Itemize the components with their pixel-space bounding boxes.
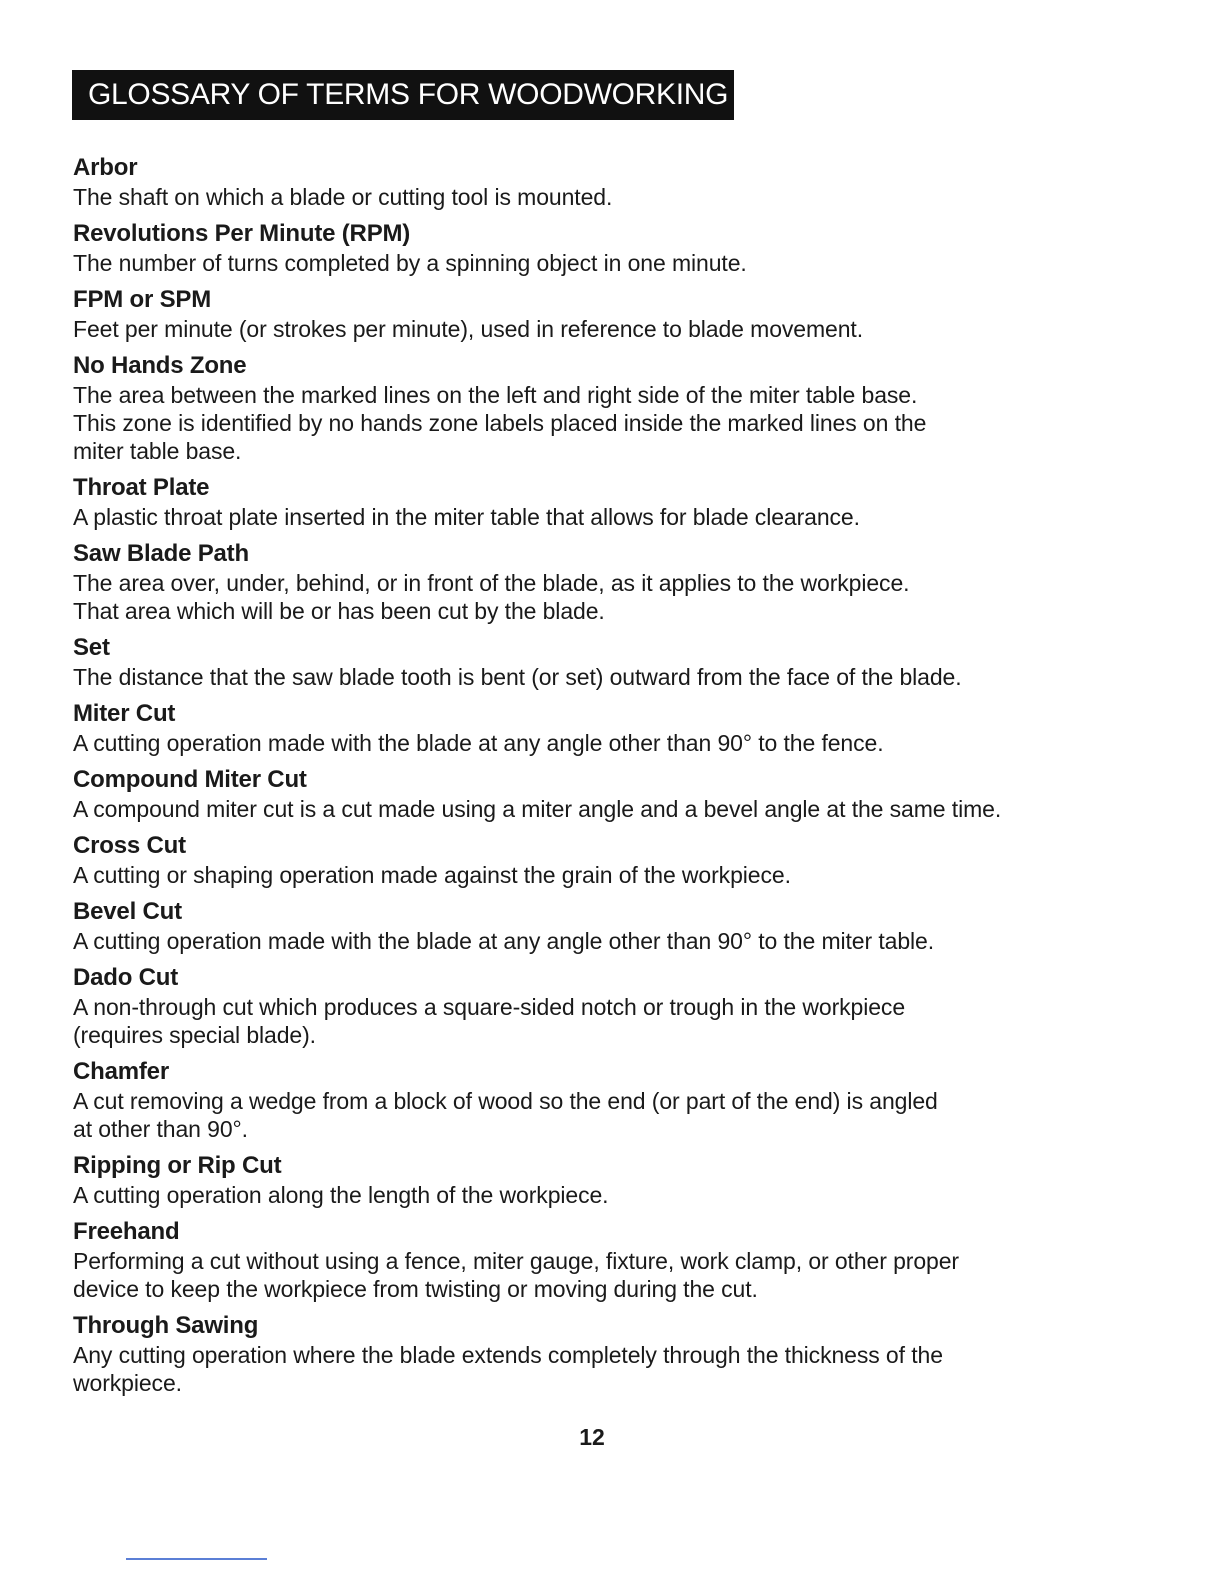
- glossary-definition-line: The area over, under, behind, or in front of the blade, as it applies to the workpiece.: [73, 570, 910, 596]
- glossary-list: [73, 152, 1173, 1404]
- glossary-term: Set: [73, 634, 110, 661]
- glossary-entry-set: [73, 632, 1173, 691]
- glossary-term: Saw Blade Path: [73, 540, 249, 567]
- glossary-entry-compound-miter-cut: [73, 764, 1173, 823]
- glossary-definition: A cutting operation along the length of the workpiece.: [73, 1182, 609, 1208]
- glossary-term: Arbor: [73, 154, 138, 181]
- glossary-entry-through-sawing: [73, 1310, 1173, 1397]
- glossary-definition-line: Performing a cut without using a fence, miter gauge, fixture, work clamp, or other proper: [73, 1248, 959, 1274]
- glossary-entry-bevel-cut: [73, 896, 1173, 955]
- glossary-term: FPM or SPM: [73, 286, 212, 313]
- glossary-definition: The shaft on which a blade or cutting tool is mounted.: [73, 184, 613, 210]
- glossary-definition-line: That area which will be or has been cut by the blade.: [73, 598, 605, 624]
- glossary-entry-saw-blade-path: [73, 538, 1173, 625]
- glossary-entry-chamfer: [73, 1056, 1173, 1143]
- footer-divider: [126, 1558, 267, 1560]
- glossary-definition: Feet per minute (or strokes per minute), used in reference to blade movement.: [73, 316, 864, 342]
- glossary-term: Miter Cut: [73, 700, 176, 727]
- glossary-definition-line: Any cutting operation where the blade extends completely through the thickness of the: [73, 1342, 943, 1368]
- glossary-entry-dado-cut: [73, 962, 1173, 1049]
- glossary-term: Cross Cut: [73, 832, 186, 859]
- glossary-entry-miter-cut: [73, 698, 1173, 757]
- glossary-definition-line: The area between the marked lines on the left and right side of the miter table base.: [73, 382, 918, 408]
- glossary-definition-line: A cut removing a wedge from a block of wood so the end (or part of the end) is angled: [73, 1088, 938, 1114]
- glossary-entry-cross-cut: [73, 830, 1173, 889]
- glossary-term: Dado Cut: [73, 964, 179, 991]
- glossary-definition-line: miter table base.: [73, 438, 242, 464]
- glossary-term: Compound Miter Cut: [73, 766, 307, 793]
- glossary-term: Throat Plate: [73, 474, 210, 501]
- glossary-term: No Hands Zone: [73, 352, 247, 379]
- glossary-definition-line: This zone is identified by no hands zone labels placed inside the marked lines on the: [73, 410, 927, 436]
- glossary-term: Through Sawing: [73, 1312, 259, 1339]
- glossary-definition: A compound miter cut is a cut made using a miter angle and a bevel angle at the same time.: [73, 796, 1002, 822]
- glossary-entry-rpm: [73, 218, 1173, 277]
- glossary-entry-arbor: [73, 152, 1173, 211]
- glossary-definition: A cutting operation made with the blade at any angle other than 90° to the miter table.: [73, 928, 935, 954]
- page-number: 12: [579, 1424, 605, 1450]
- glossary-entry-throat-plate: [73, 472, 1173, 531]
- page-title: GLOSSARY OF TERMS FOR WOODWORKING: [72, 70, 734, 120]
- glossary-term: Ripping or Rip Cut: [73, 1152, 282, 1179]
- glossary-definition-line: at other than 90°.: [73, 1116, 248, 1142]
- glossary-entry-no-hands-zone: [73, 350, 1173, 465]
- glossary-definition-line: device to keep the workpiece from twisting or moving during the cut.: [73, 1276, 758, 1302]
- glossary-definition: The distance that the saw blade tooth is bent (or set) outward from the face of the blade.: [73, 664, 962, 690]
- glossary-definition: A plastic throat plate inserted in the miter table that allows for blade clearance.: [73, 504, 860, 530]
- glossary-definition: A cutting operation made with the blade at any angle other than 90° to the fence.: [73, 730, 884, 756]
- glossary-term: Revolutions Per Minute (RPM): [73, 220, 411, 247]
- glossary-definition: A cutting or shaping operation made against the grain of the workpiece.: [73, 862, 791, 888]
- glossary-term: Chamfer: [73, 1058, 169, 1085]
- glossary-definition-line: (requires special blade).: [73, 1022, 316, 1048]
- glossary-entry-fpm-spm: [73, 284, 1173, 343]
- glossary-term: Freehand: [73, 1218, 180, 1245]
- glossary-entry-rip-cut: [73, 1150, 1173, 1209]
- glossary-entry-freehand: [73, 1216, 1173, 1303]
- glossary-definition-line: A non-through cut which produces a square-sided notch or trough in the workpiece: [73, 994, 906, 1020]
- glossary-term: Bevel Cut: [73, 898, 182, 925]
- glossary-definition-line: workpiece.: [73, 1370, 182, 1396]
- glossary-definition: The number of turns completed by a spinning object in one minute.: [73, 250, 747, 276]
